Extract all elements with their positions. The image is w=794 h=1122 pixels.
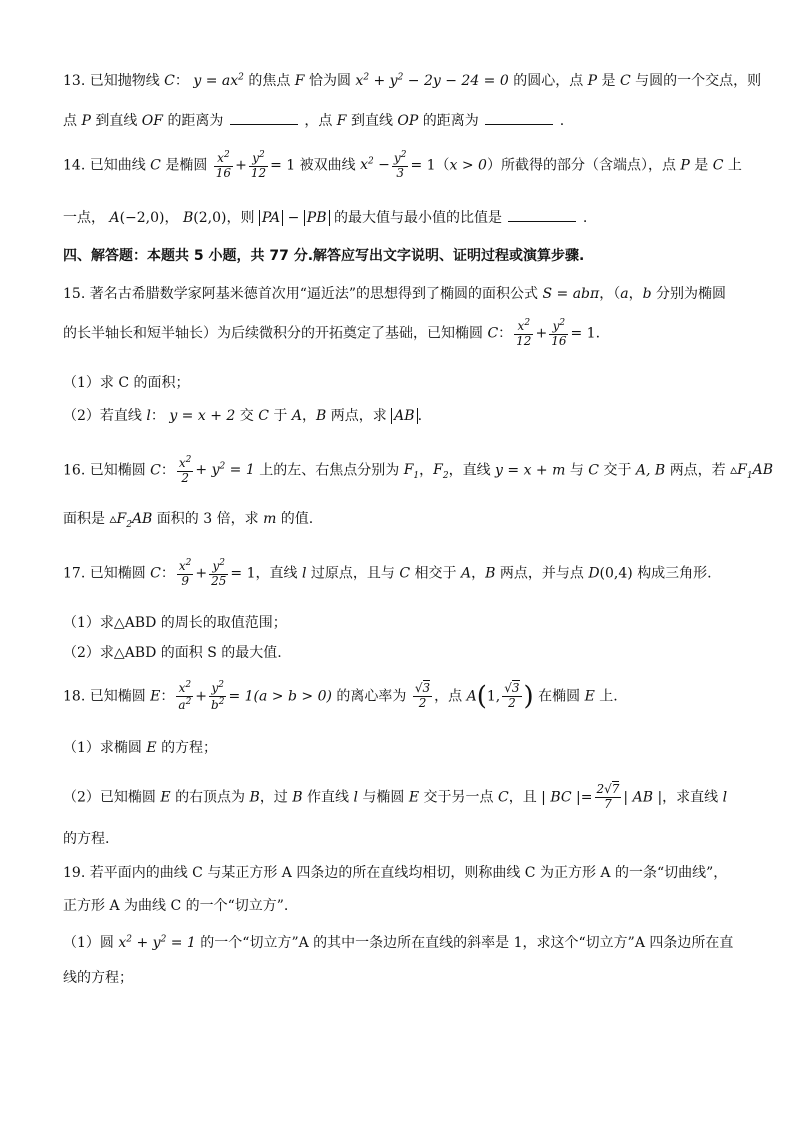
problem-16-line-2: 面积是 $▵F_2AB$ 面积的 3 倍，求 m 的值. (63, 511, 314, 530)
frac-y2-b2: $\frac{y^2}{b^2}$ (211, 680, 225, 712)
frac-x2-9: $\frac{x^2}{9}$ (178, 558, 192, 588)
answer-blank[interactable] (485, 112, 553, 125)
problem-14-line-1: 14. 已知曲线 C 是椭圆 $\frac{x^2}{16}$ + $\frac{y^2}{12}$ = 1 被双曲线 $x^2$ − $\frac{y^2}{3}$ = 1（x > 0）所截得的部分（含端点），点 P 是 C 上 (63, 150, 742, 180)
problem-19-q1-end: 线的方程； (63, 970, 133, 986)
frac-x2-a2: $\frac{x^2}{a^2}$ (178, 680, 192, 712)
problem-19-line-1: 19. 若平面内的曲线 C 与某正方形 A 四条边的所在直线均相切，则称曲线 C 为正方形 A 的一条“切曲线”， (63, 865, 728, 881)
answer-blank[interactable] (508, 209, 576, 222)
frac-y2-25: $\frac{y^2}{25}$ (211, 558, 227, 588)
problem-15-line-1: 15. 著名古希腊数学家阿基米德首次用“逼近法”的思想得到了椭圆的面积公式 S = abπ，（a，b 分别为椭圆 (63, 286, 726, 302)
problem-13-line-2: 点 P 到直线 OF 的距离为 ，点 F 到直线 OP 的距离为 . (63, 113, 565, 129)
frac-y2-3: $\frac{y^2}{3}$ (393, 150, 407, 180)
frac-sqrt3-2: $\frac{√3}{2}$ (414, 681, 431, 710)
problem-16-line-1: 16. 已知椭圆 C： $\frac{x^2}{2}$ + $y^2 = 1$ 上的左、右焦点分别为 $F_1$，$F_2$，直线 y = x + m 与 C 交于 A, B 两点，若 $▵F_1AB$ (63, 455, 774, 485)
problem-14-line-2: 一点， A(−2,0)， B(2,0)，则 PA − PB 的最大值与最小值的比值是 . (63, 210, 588, 226)
frac-y2-16: $\frac{y^2}{16}$ (551, 318, 567, 348)
problem-19-q1: （1）圆 $x^2 + y^2 = 1$ 的一个“切立方”A 的其中一条边所在直线的斜率是 1，求这个“切立方”A 四条边所在直 (63, 934, 734, 951)
problem-18-q1: （1）求椭圆 E 的方程； (63, 740, 218, 756)
math-C: C (164, 73, 175, 89)
problem-13-line-1: 13. 已知抛物线 C： $y = ax^2$ 的焦点 F 恰为圆 $x^2 + y^2 - 2y - 24 = 0$ 的圆心，点 P 是 C 与圆的一个交点，则 (63, 72, 762, 89)
math-circle: $x^2 + y^2 - 2y - 24 = 0$ (355, 72, 509, 89)
frac-x2-16: $\frac{x^2}{16}$ (215, 150, 232, 180)
problem-18-line-1: 18. 已知椭圆 E： $\frac{x^2}{a^2}$ + $\frac{y^2}{b^2}$ = 1(a > b > 0) 的离心率为 $\frac{√3}{2}$ ，点 A(1, $\frac{√3}{2}$ ) 在椭圆 E 上. (63, 680, 618, 712)
problem-15-q2: （2）若直线 l： y = x + 2 交 C 于 A，B 两点，求 AB . (63, 408, 423, 424)
problem-19-line-2: 正方形 A 为曲线 C 的一个“切立方”. (63, 898, 289, 914)
math-parabola: $y = ax^2$ (193, 72, 244, 89)
problem-18-q2-end: 的方程. (63, 831, 110, 847)
section-heading-4: 四、解答题：本题共 5 小题，共 77 分.解答应写出文字说明、证明过程或演算步骤. (63, 248, 585, 264)
problem-15-line-2: 的长半轴长和短半轴长）为后续微积分的开拓奠定了基础，已知椭圆 C： $\frac{x^2}{12}$ + $\frac{y^2}{16}$ = 1. (63, 318, 601, 348)
frac-2sqrt7-7: $\frac{2√7}{7}$ (596, 782, 620, 811)
frac-x2-2: $\frac{x^2}{2}$ (178, 455, 192, 485)
problem-18-q2: （2）已知椭圆 E 的右顶点为 B，过 B 作直线 l 与椭圆 E 交于另一点 C，且 | BC |= $\frac{2√7}{7}$ | AB |，求直线 l (63, 782, 728, 811)
frac-sqrt3-2b: $\frac{√3}{2}$ (504, 681, 520, 710)
problem-17-q2: （2）求△ABD 的面积 S 的最大值. (63, 645, 282, 661)
answer-blank[interactable] (230, 112, 298, 125)
problem-17-line-1: 17. 已知椭圆 C： $\frac{x^2}{9}$ + $\frac{y^2}{25}$ = 1，直线 l 过原点，且与 C 相交于 A，B 两点，并与点 D(0,4) 构成三角形. (63, 558, 712, 588)
frac-y2-12: $\frac{y^2}{12}$ (250, 150, 267, 180)
problem-17-q1: （1）求△ABD 的周长的取值范围； (63, 615, 287, 631)
problem-15-q1: （1）求 C 的面积； (63, 375, 190, 391)
frac-x2-12: $\frac{x^2}{12}$ (516, 318, 532, 348)
